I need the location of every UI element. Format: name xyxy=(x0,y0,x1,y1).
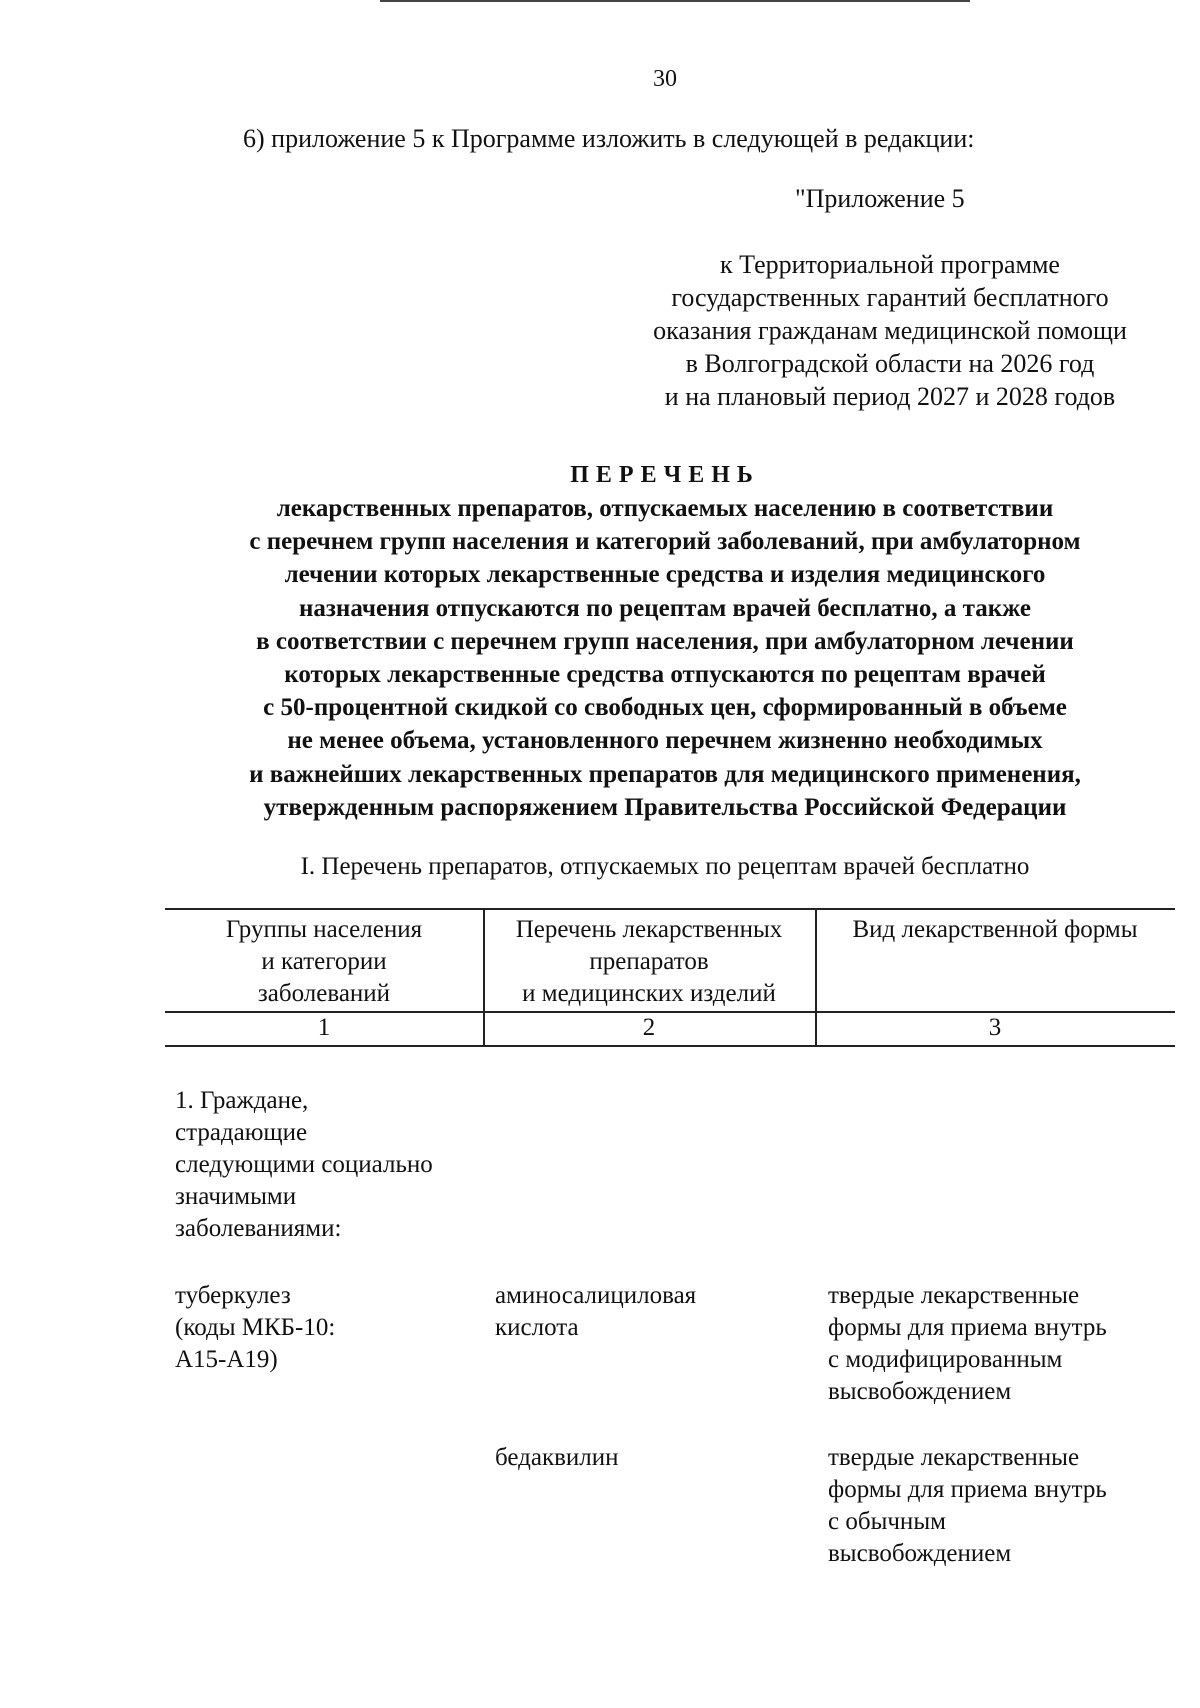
page-number: 30 xyxy=(653,66,677,92)
subheading-line: и важнейших лекарственных препаратов для медицинского применения, xyxy=(249,760,1081,788)
table-mid-rule xyxy=(165,1011,1175,1013)
column-number: 2 xyxy=(642,1014,656,1041)
amendment-intro: 6) приложение 5 к Программе изложить в следующей в редакции: xyxy=(243,124,975,153)
group-heading: 1. Граждане, страдающие следующими социально значимыми заболеваниями: xyxy=(175,1087,433,1242)
subheading-line: в соответствии с перечнем групп населения, при амбулаторном лечении xyxy=(256,627,1074,655)
annex-line: к Территориальной программе xyxy=(720,250,1060,279)
subheading-line: утвержденным распоряжением Правительства Российской Федерации xyxy=(263,793,1067,821)
subheading-line: не менее объема, установленного перечнем жизненно необходимых xyxy=(287,727,1043,755)
row-category: туберкулез (коды МКБ-10: A15-A19) xyxy=(175,1282,336,1373)
document-subheading xyxy=(0,492,1200,824)
table-bottom-rule xyxy=(165,1045,1175,1047)
annex-line: в Волгоградской области на 2026 год xyxy=(685,349,1095,378)
subheading-line: с 50-процентной скидкой со свободных цен, сформированный в объеме xyxy=(263,694,1067,722)
table-header xyxy=(165,908,1175,1047)
annex-reference xyxy=(600,248,1180,413)
annex-line: оказания гражданам медицинской помощи xyxy=(653,316,1127,345)
document-heading: ПЕРЕЧЕНЬ xyxy=(570,462,760,488)
row-drug: аминосалициловая кислота xyxy=(495,1282,697,1341)
section-title: I. Перечень препаратов, отпускаемых по рецептам врачей бесплатно xyxy=(300,853,1030,880)
table-top-rule xyxy=(165,908,1175,910)
column-number: 1 xyxy=(317,1014,331,1041)
column-header-form: Вид лекарственной формы xyxy=(852,916,1138,943)
column-number: 3 xyxy=(988,1014,1002,1041)
subheading-line: лечении которых лекарственные средства и изделия медицинского xyxy=(284,561,1046,589)
subheading-line: которых лекарственные средства отпускаются по рецептам врачей xyxy=(284,661,1046,689)
top-edge-rule xyxy=(380,0,970,2)
row-form: твердые лекарственные формы для приема внутрь с обычным высвобождением xyxy=(828,1444,1107,1567)
row-form: твердые лекарственные формы для приема внутрь с модифицированным высвобождением xyxy=(828,1282,1107,1405)
annex-line: и на плановый период 2027 и 2028 годов xyxy=(664,382,1116,411)
subheading-line: лекарственных препаратов, отпускаемых населению в соответствии xyxy=(276,495,1054,522)
annex-title: "Приложение 5 xyxy=(795,184,965,213)
column-header-groups: Группы населения и категории заболеваний xyxy=(225,916,423,1007)
column-header-drugs: Перечень лекарственных препаратов и медицинских изделий xyxy=(515,916,783,1007)
subheading-line: с перечнем групп населения и категорий заболеваний, при амбулаторном xyxy=(249,528,1081,556)
subheading-line: назначения отпускаются по рецептам врачей бесплатно, а также xyxy=(298,594,1032,622)
annex-line: государственных гарантий бесплатного xyxy=(671,283,1109,312)
row-drug: бедаквилин xyxy=(495,1444,619,1471)
